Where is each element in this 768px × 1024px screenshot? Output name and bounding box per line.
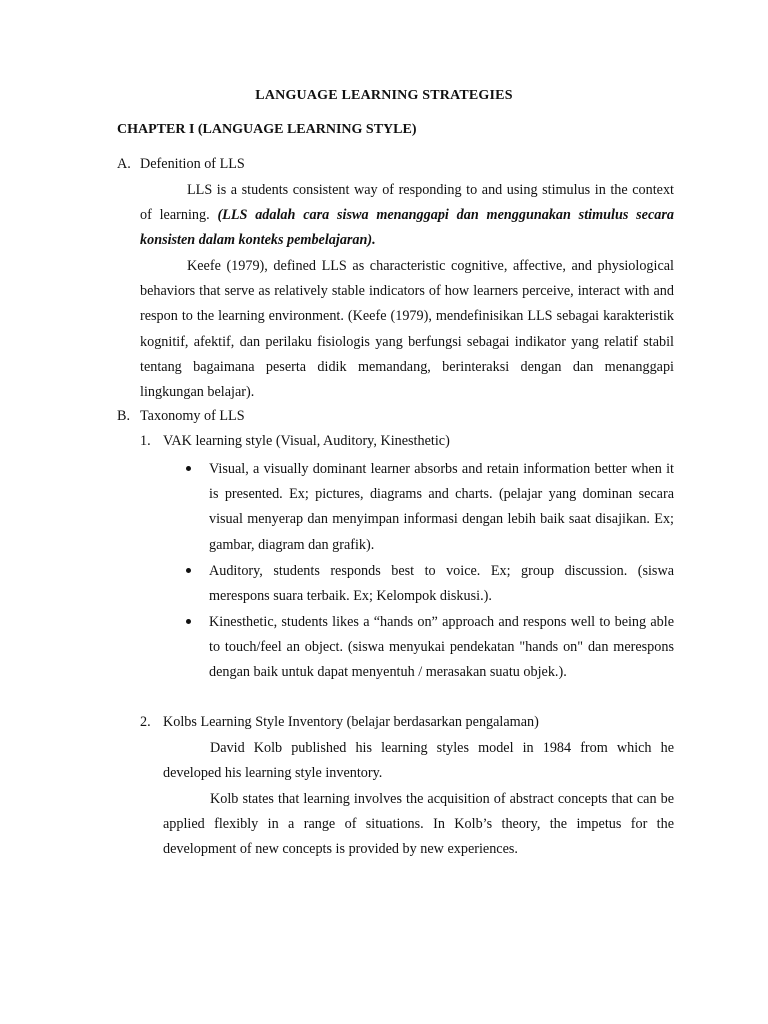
document-title: LANGUAGE LEARNING STRATEGIES [255,88,513,103]
section-b-marker: B. [117,408,131,424]
item-2-paragraph-2: Kolb states that learning involves the acquisition of abstract concepts that can be applied flexibly in a range of situations. In Kolb’s theory, the impetus for the development of new concepts is provided by new experiences. [163,791,674,858]
item-2-marker: 2. [140,714,151,730]
chapter-heading: CHAPTER I (LANGUAGE LEARNING STYLE) [117,122,417,137]
bullet-auditory: Auditory, students responds best to voice. Ex; group discussion. (siswa merespons suara terbaik. Ex; Kelompok diskusi.). [209,563,674,605]
item-1-heading: VAK learning style (Visual, Auditory, Kinesthetic) [163,433,450,449]
section-a-p1-emphasis: (LLS adalah cara siswa menanggapi dan menggunakan stimulus secara konsisten dalam konteks pembelajaran). [140,207,674,249]
section-a-marker: A. [117,156,131,172]
bullet-visual: Visual, a visually dominant learner absorbs and retain information better when it is presented. Ex; pictures, diagrams and charts. (pelajar yang dominan secara visual menyerap dan menyimpan informasi dengan lebih baik saat disajikan. Ex; gambar, diagram dan grafik). [209,461,674,553]
item-2-heading: Kolbs Learning Style Inventory (belajar berdasarkan pengalaman) [163,714,539,730]
section-a-paragraph-2: Keefe (1979), defined LLS as characteristic cognitive, affective, and physiological behaviors that serve as relatively stable indicators of how learners perceive, interact with and respon to the learning environment. (Keefe (1979), mendefinisikan LLS sebagai karakteristik kognitif, afektif, dan perilaku fisiologis yang berfungsi sebagai indikator yang relatif stabil tentang bagaimana peserta didik memandang, berinteraksi dengan dan menanggapi lingkungan belajar). [140,258,674,401]
bullet-kinesthetic: Kinesthetic, students likes a “hands on” approach and respons well to being able to touch/feel an object. (siswa menyukai pendekatan "hands on" dan merespons dengan baik untuk dapat menyentuh / merasakan suatu objek.). [209,614,674,681]
bullet-dot-icon [186,619,191,624]
section-a-paragraph-1 [140,178,674,254]
item-2-paragraph-1: David Kolb published his learning styles model in 1984 from which he developed his learning style inventory. [163,740,674,782]
section-a-p1-text: LLS is a students consistent way of responding to and using stimulus in the context of learning. [140,182,674,224]
bullet-dot-icon [186,568,191,573]
section-a-heading: Defenition of LLS [140,156,245,172]
bullet-dot-icon [186,466,191,471]
section-b-heading: Taxonomy of LLS [140,408,245,424]
item-1-marker: 1. [140,433,151,449]
